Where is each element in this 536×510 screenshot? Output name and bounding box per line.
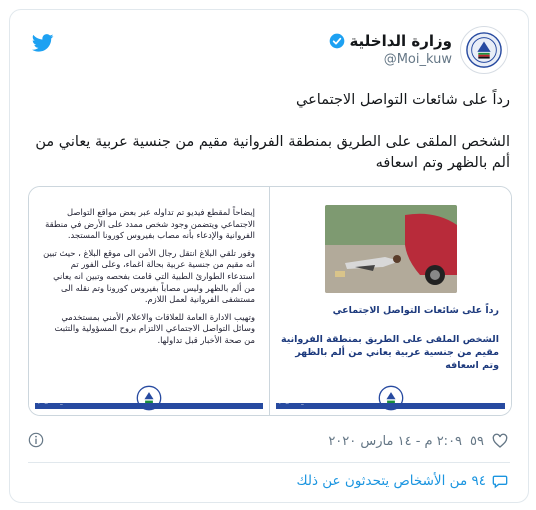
statement-paragraph: وفور تلقي البلاغ انتقل رجال الأمن الى موقع البلاغ ، حيث تبين انه مقيم من جنسية عربية بحالة اغماء، وعلى الفور تم استدعاء الطوارئ الطبية التي قامت بفحصه وتبين انه يعاني من ألم بالظهر وليس مصاباً بفيروس كورونا وتم نقله الى مستشفى الفروانية لعمل اللازم. [43, 247, 255, 305]
divider [28, 462, 510, 463]
handle[interactable]: @Moi_kuw [383, 52, 452, 67]
tweet-header [10, 10, 528, 76]
statement-text [43, 207, 255, 353]
photo-illustration [325, 205, 457, 293]
twitter-bird-icon[interactable] [32, 34, 54, 52]
tweet-card [9, 9, 529, 503]
display-name[interactable]: وزارة الداخلية [349, 32, 452, 50]
author-info[interactable] [329, 32, 452, 67]
media-grid[interactable] [28, 186, 512, 416]
timestamp[interactable]: ٢:٠٩ م - ١٤ مارس ٢٠٢٠ [328, 433, 463, 449]
avatar[interactable] [460, 26, 508, 74]
tweet-meta [28, 433, 508, 449]
conversation-text[interactable]: ٩٤ من الأشخاص يتحدثون عن ذلك [296, 473, 486, 489]
media-image-statement[interactable] [29, 187, 270, 415]
verified-badge-icon [329, 33, 345, 49]
statement-paragraph: إيضاحاً لمقطع فيديو تم تداوله عبر بعض مواقع التواصل الاجتماعي ويتضمن وجود شخص ممدد على الأرض في منطقة الفروانية والإدعاء بأنه مصاب بفيروس كورونا المستجد. [45, 207, 255, 241]
like-count[interactable]: ٥٩ [470, 433, 484, 449]
media-image-photo[interactable] [270, 187, 511, 415]
conversation-link[interactable] [296, 473, 508, 489]
statement-paragraph: وتهيب الادارة العامة للعلاقات والاعلام الأمني بمستخدمي وسائل التواصل الاجتماعي الالتزام بروح المسؤولية والتثبت من صحة الأخبار قبل تداولها. [54, 311, 255, 345]
street-photo [325, 205, 457, 293]
rumor-title: رداً على شائعات التواصل الاجتماعي [332, 305, 499, 316]
tweet-text-line1: رداً على شائعات التواصل الاجتماعي [296, 92, 510, 108]
tweet-text-line2: الشخص الملقى على الطريق بمنطقة الفروانية مقيم من جنسية عربية يعاني من ألم بالظهر وتم اسعافه [35, 134, 510, 171]
social-handle-strip: f ▶ @ MOI_KUW [35, 399, 75, 405]
social-handle-strip: f ▶ @ MOI_KUW [276, 399, 316, 405]
heart-icon[interactable] [492, 433, 508, 449]
rumor-body: الشخص الملقى على الطريق بمنطقة الفروانية مقيم من جنسية عربية يعاني من ألم بالظهر وتم اسعافه [280, 334, 499, 371]
moi-emblem-icon [465, 31, 503, 69]
speech-bubble-icon [492, 473, 508, 489]
